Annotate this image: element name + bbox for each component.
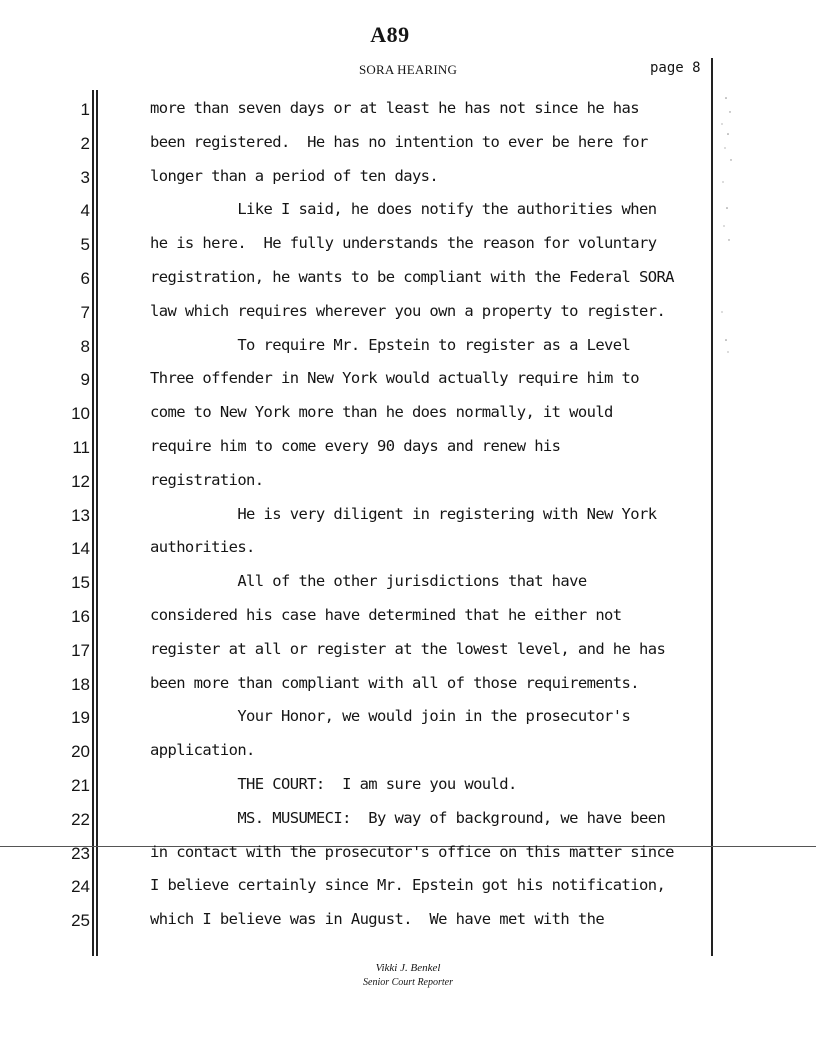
line-number: 14	[71, 539, 90, 558]
line-number: 11	[72, 438, 90, 457]
right-margin-rule	[711, 58, 713, 956]
line-number: 17	[71, 641, 90, 660]
scan-noise-specks	[716, 90, 752, 370]
reporter-name: Vikki J. Benkel	[375, 962, 441, 974]
transcript-line: he is here. He fully understands the reason for voluntary	[150, 234, 657, 252]
line-number: 13	[71, 506, 90, 525]
line-number: 21	[71, 776, 90, 795]
line-number: 2	[80, 134, 90, 153]
transcript-line: been more than compliant with all of those requirements.	[150, 674, 639, 692]
line-number: 16	[71, 607, 90, 626]
line-number: 12	[71, 472, 90, 491]
line-number: 8	[80, 337, 90, 356]
transcript-line: Your Honor, we would join in the prosecutor's	[150, 707, 631, 725]
transcript-line: application.	[150, 741, 255, 759]
left-margin-rule-inner	[96, 90, 98, 956]
transcript-line: THE COURT: I am sure you would.	[150, 775, 517, 793]
transcript-line: He is very diligent in registering with New York	[150, 505, 657, 523]
page-number: page 8	[650, 60, 701, 76]
transcript-line: in contact with the prosecutor's office on this matter since	[150, 843, 674, 861]
line-number: 9	[80, 370, 90, 389]
line-number: 18	[71, 675, 90, 694]
line-number: 7	[80, 303, 90, 322]
line-number: 6	[80, 269, 90, 288]
transcript-line: law which requires wherever you own a property to register.	[150, 302, 666, 320]
transcript-line: considered his case have determined that he either not	[150, 606, 622, 624]
line-number: 15	[71, 573, 90, 592]
transcript-line: require him to come every 90 days and renew his	[150, 437, 561, 455]
transcript-line: been registered. He has no intention to ever be here for	[150, 133, 648, 151]
transcript-line: register at all or register at the lowest level, and he has	[150, 640, 666, 658]
transcript-line: authorities.	[150, 538, 255, 556]
reporter-title: Senior Court Reporter	[363, 977, 453, 988]
header-title: SORA HEARING	[358, 62, 458, 77]
line-number: 22	[71, 810, 90, 829]
transcript-line: more than seven days or at least he has not since he has	[150, 99, 639, 117]
transcript-line: Three offender in New York would actually require him to	[150, 369, 639, 387]
line-number: 23	[71, 844, 90, 863]
line-number: 19	[71, 708, 90, 727]
left-margin-rule-outer	[92, 90, 94, 956]
line-number: 3	[80, 168, 90, 187]
transcript-line: To require Mr. Epstein to register as a Level	[150, 336, 631, 354]
transcript-line: longer than a period of ten days.	[150, 167, 439, 185]
line-number: 1	[80, 100, 90, 119]
exhibit-label: A89	[370, 22, 410, 47]
line-number: 10	[71, 404, 90, 423]
transcript-line: Like I said, he does notify the authorities when	[150, 200, 657, 218]
transcript-line: registration, he wants to be compliant with the Federal SORA	[150, 268, 674, 286]
transcript-line: which I believe was in August. We have met with the	[150, 910, 605, 928]
line-number: 4	[80, 201, 90, 220]
line-number: 24	[71, 877, 90, 896]
transcript-line: come to New York more than he does normally, it would	[150, 403, 613, 421]
transcript-line: registration.	[150, 471, 264, 489]
transcript-line: I believe certainly since Mr. Epstein got his notification,	[150, 876, 666, 894]
transcript-line: MS. MUSUMECI: By way of background, we have been	[150, 809, 666, 827]
line-number: 25	[71, 911, 90, 930]
line-number: 5	[80, 235, 90, 254]
line-number: 20	[71, 742, 90, 761]
transcript-line: All of the other jurisdictions that have	[150, 572, 587, 590]
